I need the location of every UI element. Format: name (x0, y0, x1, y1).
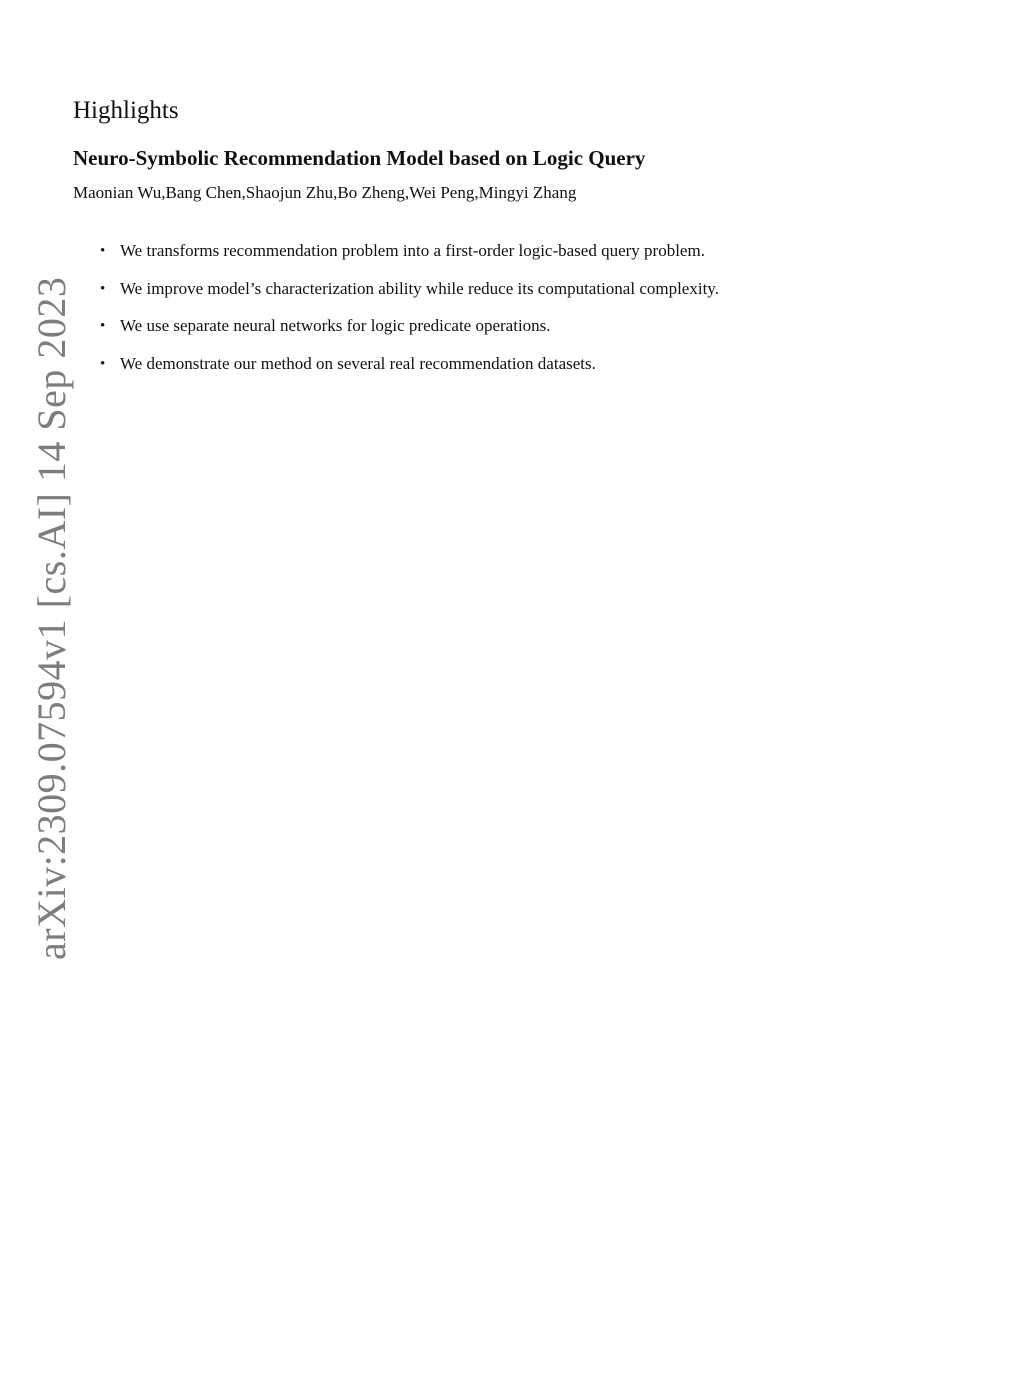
highlight-text: We transforms recommendation problem into a first-order logic-based query problem. (120, 241, 705, 260)
highlight-item (100, 353, 719, 375)
highlight-text: We demonstrate our method on several real recommendation datasets. (120, 353, 596, 373)
paper-title: Neuro-Symbolic Recommendation Model based on Logic Query (73, 146, 646, 170)
bullet-icon: • (100, 318, 106, 334)
highlight-item (100, 240, 719, 262)
bullet-icon: • (100, 355, 106, 372)
highlight-item (100, 315, 719, 337)
author-list: Maonian Wu,Bang Chen,Shaojun Zhu,Bo Zheng,Wei Peng,Mingyi Zhang (73, 183, 577, 202)
bullet-icon: • (100, 243, 106, 259)
arxiv-identifier-stamp: arXiv:2309.07594v1 [cs.AI] 14 Sep 2023 (29, 276, 74, 960)
highlight-text: We improve model’s characterization ability while reduce its computational complexity. (120, 278, 719, 298)
highlights-list (100, 240, 719, 390)
bullet-icon: • (100, 280, 106, 297)
highlights-heading: Highlights (73, 97, 179, 124)
highlight-item (100, 278, 719, 300)
highlight-text: We use separate neural networks for logic predicate operations. (120, 316, 551, 335)
